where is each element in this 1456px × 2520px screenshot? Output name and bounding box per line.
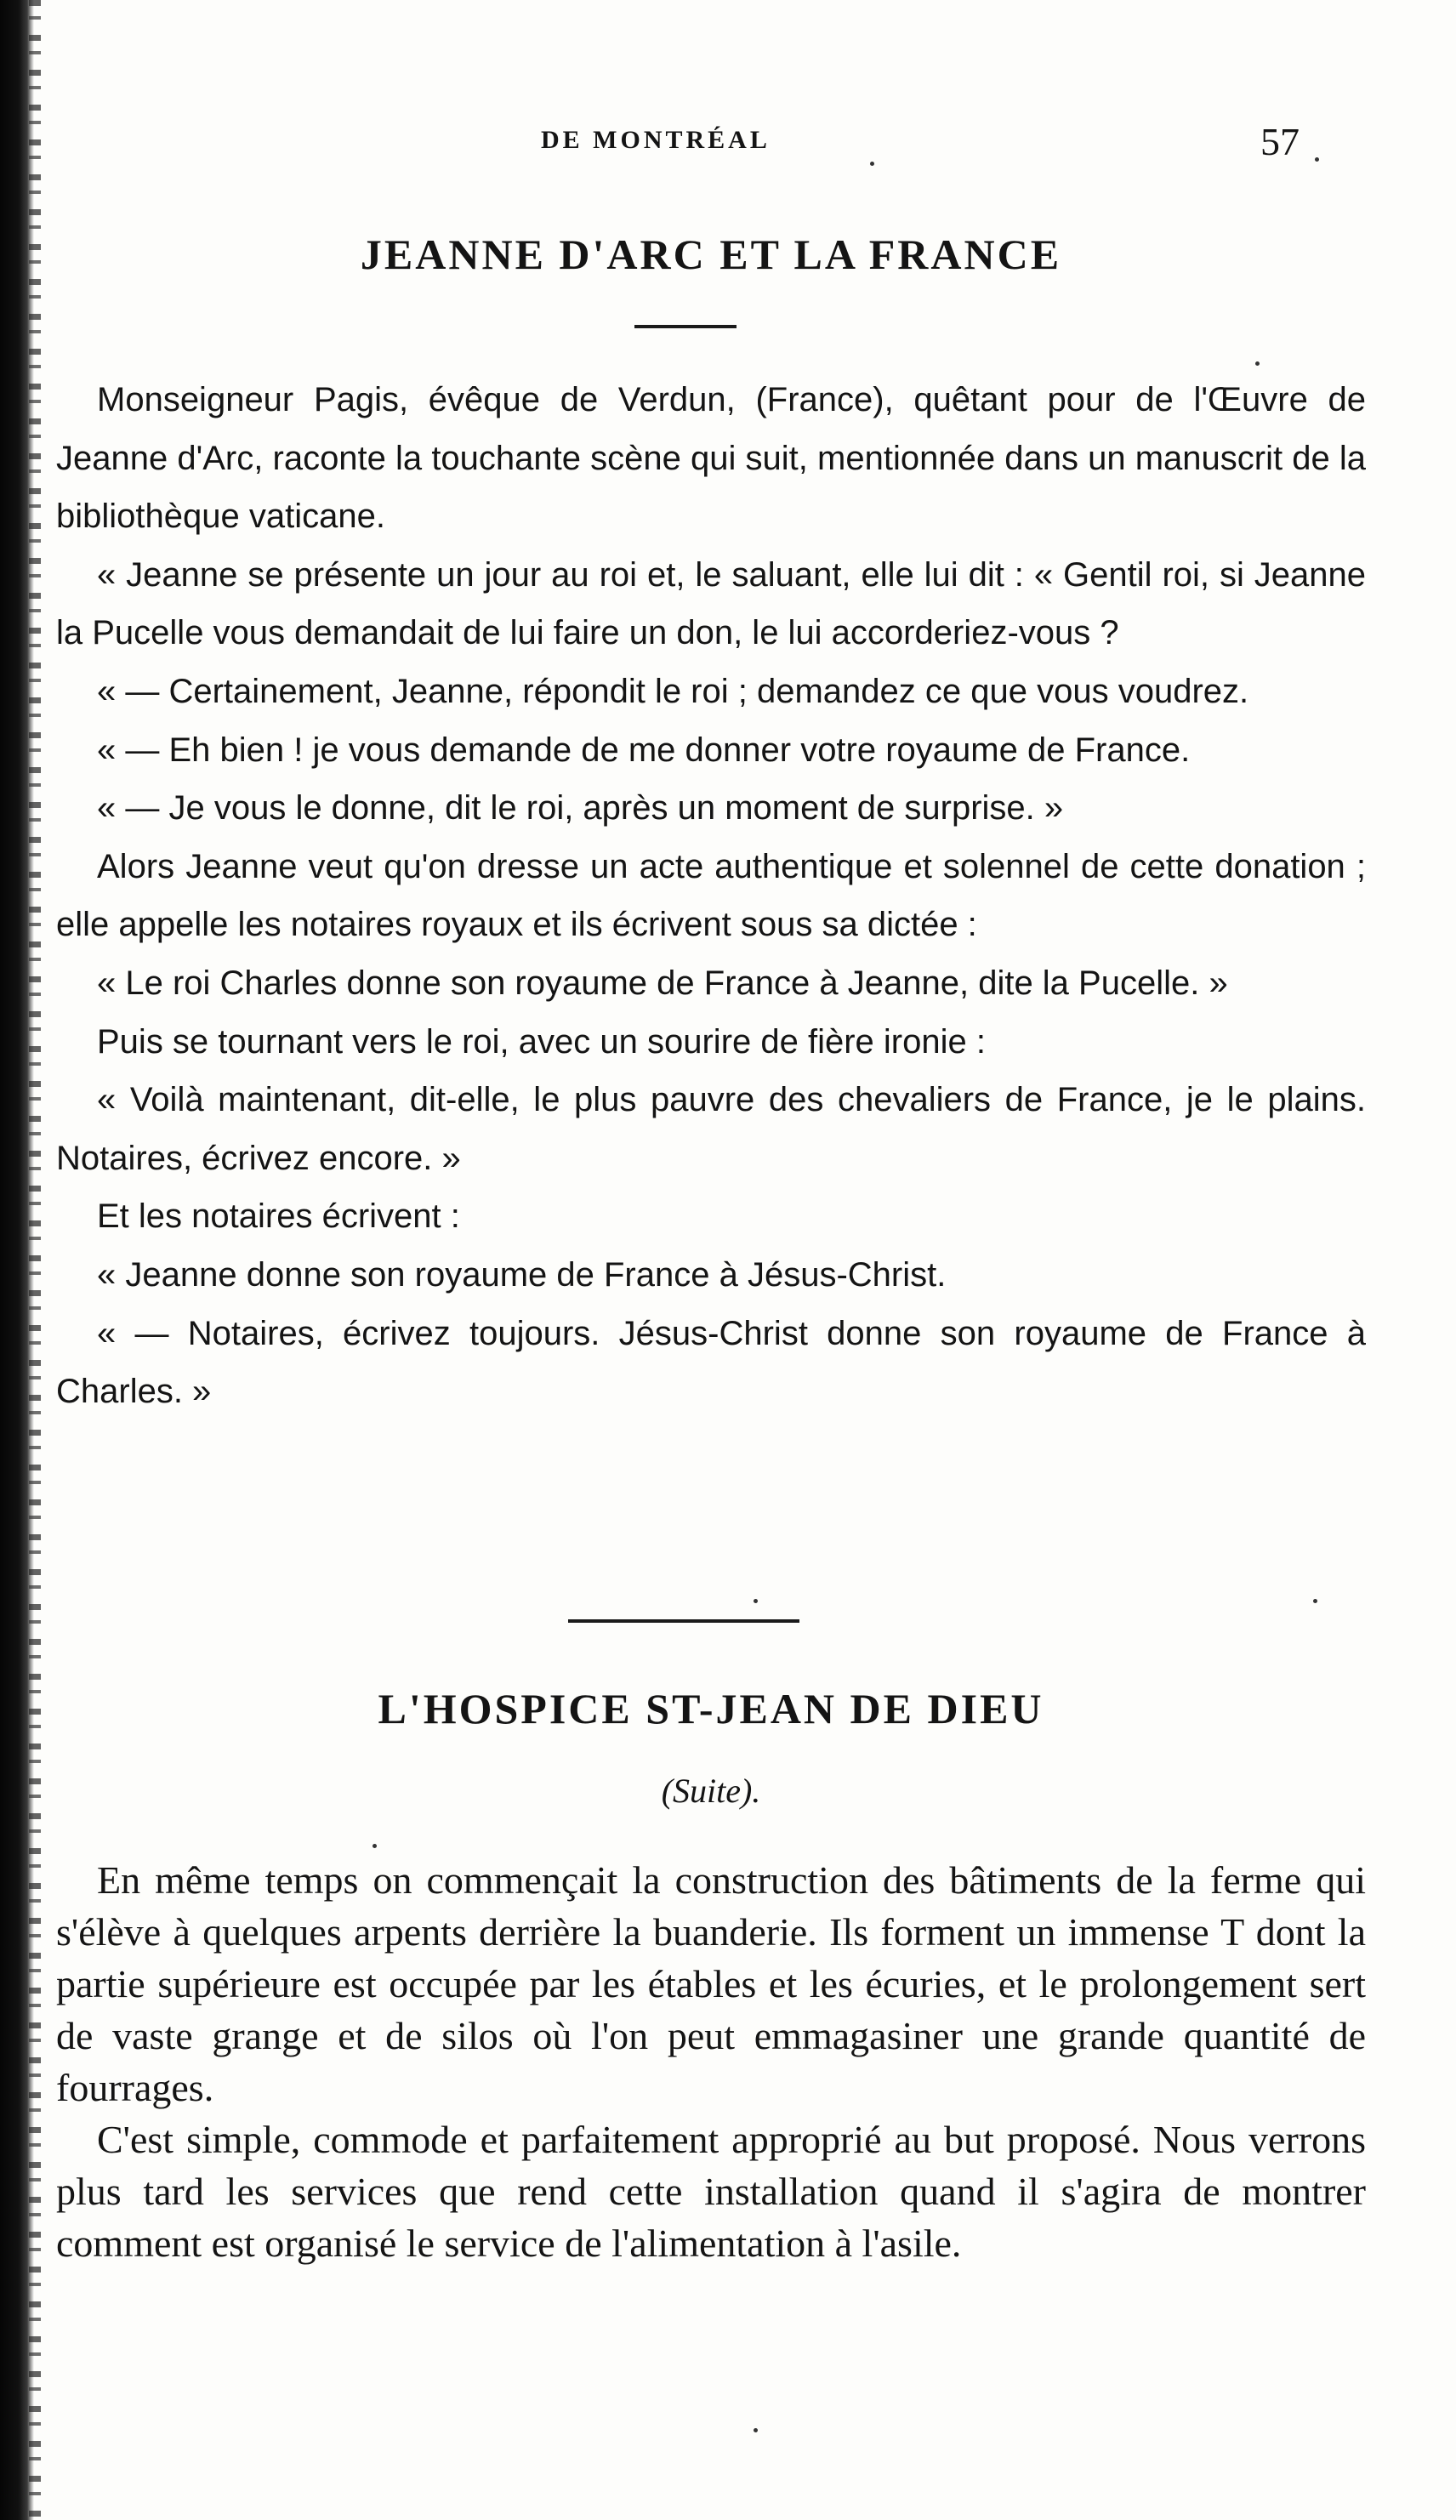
paragraph: « Le roi Charles donne son royaume de France à Jeanne, dite la Pucelle. » — [97, 964, 1228, 1002]
article2-body — [56, 1854, 1366, 2269]
paragraph: Puis se tournant vers le roi, avec un sourire de fière ironie : — [97, 1022, 986, 1061]
paragraph: Et les notaires écrivent : — [97, 1197, 460, 1236]
paragraph: En même temps on commençait la construction des bâtiments de la ferme qui s'élève à quelques arpents derrière la buanderie. Ils forment un immense T dont la partie supérieure est occupée par les étables et les écuries, et le prolongement sert de vaste grange et de silos où l'on peut emmagasiner une grande quantité de fourrages. — [56, 1858, 1366, 2109]
paragraph: « — Certainement, Jeanne, répondit le roi ; demandez ce que vous voudrez. — [97, 672, 1249, 710]
print-speck — [373, 1844, 377, 1848]
book-page — [56, 0, 1383, 2520]
paragraph: « Jeanne donne son royaume de France à Jésus-Christ. — [97, 1255, 947, 1294]
article2-subtitle: (Suite). — [661, 1772, 761, 1810]
title-rule — [634, 325, 737, 328]
paragraph: « Jeanne se présente un jour au roi et, le saluant, elle lui dit : « Gentil roi, si Jeanne la Pucelle vous demandait de lui faire un don, le lui accorderiez-vous ? — [56, 555, 1366, 652]
paragraph: « — Eh bien ! je vous demande de me donner votre royaume de France. — [97, 731, 1191, 769]
print-speck — [754, 2428, 758, 2432]
print-speck — [1313, 1599, 1317, 1603]
article2-title: L'HOSPICE ST-JEAN DE DIEU — [378, 1685, 1044, 1732]
running-title: DE MONTRÉAL — [541, 126, 771, 154]
article1-title: JEANNE D'ARC ET LA FRANCE — [360, 230, 1062, 278]
running-head — [56, 119, 1383, 170]
paragraph: « — Je vous le donne, dit le roi, après un moment de surprise. » — [97, 789, 1064, 828]
paragraph: Monseigneur Pagis, évêque de Verdun, (France), quêtant pour de l'Œuvre de Jeanne d'Arc, raconte la touchante scène qui suit, mentionnée dans un manuscrit de la bibliothèque vaticane. — [56, 381, 1366, 536]
paragraph: « — Notaires, écrivez toujours. Jésus-Christ donne son royaume de France à Charles. » — [56, 1314, 1366, 1411]
paragraph: Alors Jeanne veut qu'on dresse un acte authentique et solennel de cette donation ; elle appelle les notaires royaux et ils écrivent sous sa dictée : — [56, 847, 1366, 944]
article1-body — [56, 371, 1366, 1421]
print-speck — [870, 162, 874, 166]
print-speck — [1255, 361, 1260, 366]
book-spine-shadow — [0, 0, 34, 2520]
paragraph: C'est simple, commode et parfaitement approprié au but proposé. Nous verrons plus tard les services que rend cette installation quand il s'agira de montrer comment est organisé le service de l'alimentation à l'asile. — [56, 2118, 1366, 2265]
section-divider — [568, 1619, 799, 1623]
print-speck — [754, 1599, 758, 1603]
print-speck — [1315, 157, 1319, 162]
page-number: 57 — [1260, 120, 1300, 163]
paragraph: « Voilà maintenant, dit-elle, le plus pauvre des chevaliers de France, je le plains. Notaires, écrivez encore. » — [56, 1081, 1366, 1177]
